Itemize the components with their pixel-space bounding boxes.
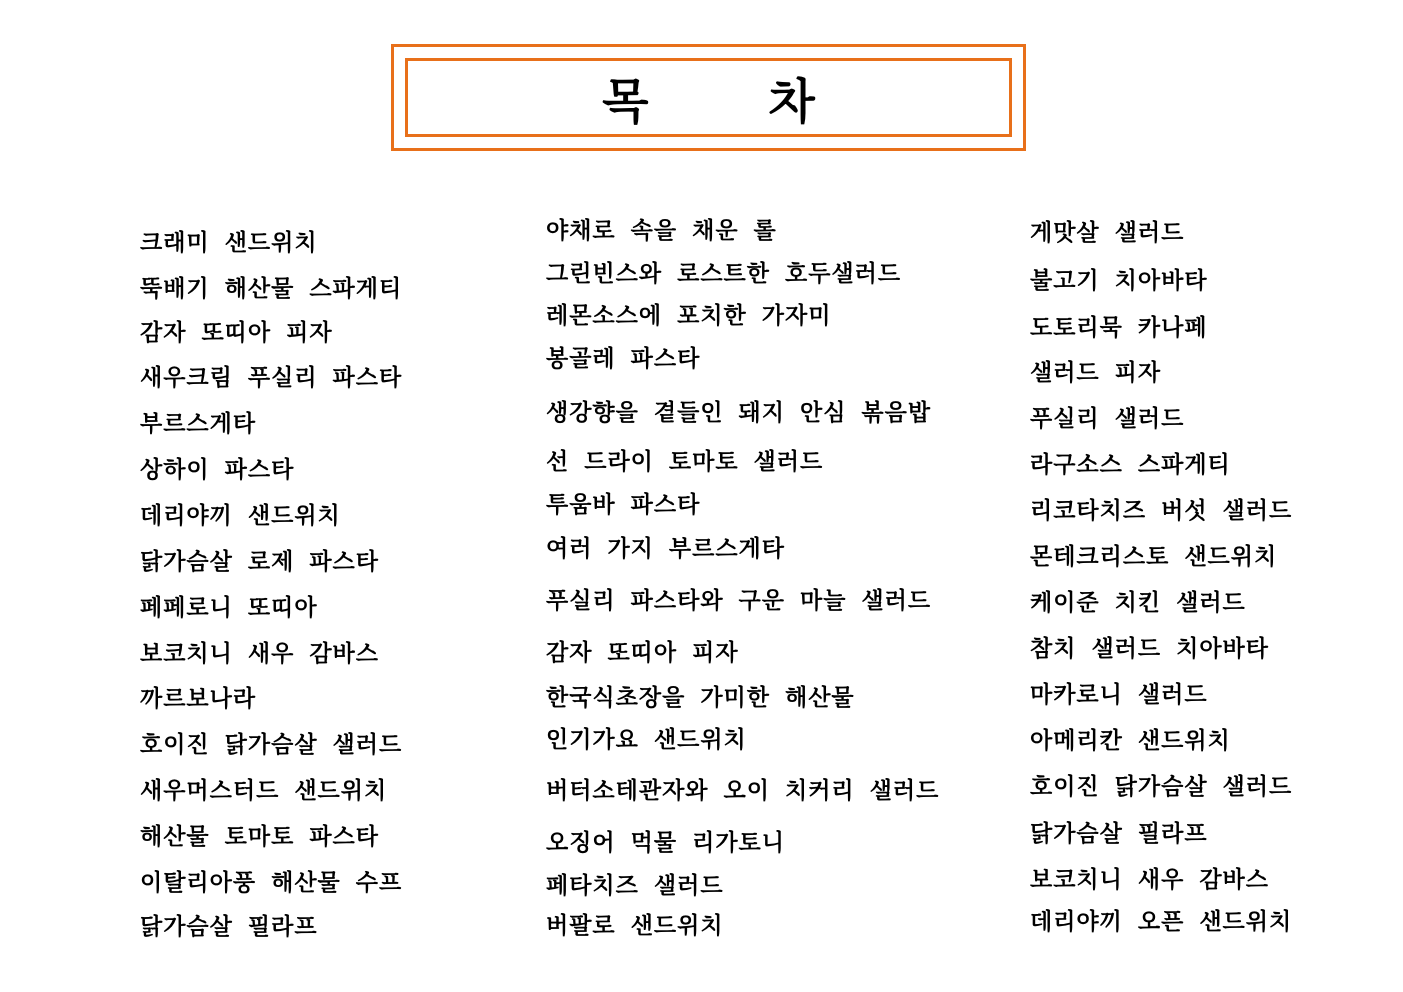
toc-item: 오징어 먹물 리가토니 bbox=[546, 830, 785, 856]
toc-item: 페페로니 또띠아 bbox=[140, 595, 318, 621]
toc-item: 페타치즈 샐러드 bbox=[546, 873, 724, 899]
toc-item: 야채로 속을 채운 롤 bbox=[546, 218, 777, 244]
toc-item: 푸실리 파스타와 구운 마늘 샐러드 bbox=[546, 588, 932, 614]
toc-item: 보코치니 새우 감바스 bbox=[1030, 867, 1269, 893]
toc-item: 이탈리아풍 해산물 수프 bbox=[140, 870, 403, 896]
title-frame bbox=[391, 44, 1026, 151]
toc-item: 불고기 치아바타 bbox=[1030, 268, 1208, 294]
toc-item: 케이준 치킨 샐러드 bbox=[1030, 590, 1246, 616]
toc-item: 뚝배기 해산물 스파게티 bbox=[140, 276, 403, 302]
toc-item: 새우크림 푸실리 파스타 bbox=[140, 365, 403, 391]
page-title bbox=[602, 63, 815, 132]
title-part-1: 목 bbox=[602, 74, 649, 130]
toc-item: 도토리묵 카나페 bbox=[1030, 315, 1208, 341]
toc-item: 투움바 파스타 bbox=[546, 492, 701, 518]
toc-item: 인기가요 샌드위치 bbox=[546, 727, 747, 753]
toc-item: 해산물 토마토 파스타 bbox=[140, 824, 379, 850]
toc-item: 생강향을 곁들인 돼지 안심 볶음밥 bbox=[546, 400, 932, 426]
toc-item: 버터소테관자와 오이 치커리 샐러드 bbox=[546, 778, 940, 804]
toc-item: 선 드라이 토마토 샐러드 bbox=[546, 449, 824, 475]
toc-item: 참치 샐러드 치아바타 bbox=[1030, 636, 1269, 662]
toc-item: 리코타치즈 버섯 샐러드 bbox=[1030, 498, 1293, 524]
toc-item: 상하이 파스타 bbox=[140, 457, 295, 483]
toc-item: 마카로니 샐러드 bbox=[1030, 682, 1208, 708]
toc-item: 감자 또띠아 피자 bbox=[546, 640, 739, 666]
toc-item: 그린빈스와 로스트한 호두샐러드 bbox=[546, 261, 902, 287]
toc-item: 몬테크리스토 샌드위치 bbox=[1030, 544, 1278, 570]
toc-item: 데리야끼 오픈 샌드위치 bbox=[1030, 909, 1293, 935]
toc-item: 데리야끼 샌드위치 bbox=[140, 503, 341, 529]
toc-item: 아메리칸 샌드위치 bbox=[1030, 728, 1231, 754]
toc-item: 한국식초장을 가미한 해산물 bbox=[546, 685, 855, 711]
toc-item: 새우머스터드 샌드위치 bbox=[140, 778, 388, 804]
toc-item: 봉골레 파스타 bbox=[546, 346, 701, 372]
title-inner-frame bbox=[405, 58, 1012, 137]
toc-item: 라구소스 스파게티 bbox=[1030, 452, 1231, 478]
toc-item: 푸실리 샐러드 bbox=[1030, 406, 1185, 432]
toc-item: 호이진 닭가슴살 샐러드 bbox=[140, 732, 403, 758]
toc-item: 닭가슴살 로제 파스타 bbox=[140, 549, 379, 575]
toc-item: 감자 또띠아 피자 bbox=[140, 320, 333, 346]
toc-item: 버팔로 샌드위치 bbox=[546, 913, 724, 939]
toc-item: 크래미 샌드위치 bbox=[140, 230, 318, 256]
toc-item: 닭가슴살 필라프 bbox=[140, 914, 318, 940]
toc-item: 여러 가지 부르스게타 bbox=[546, 536, 785, 562]
toc-item: 레몬소스에 포치한 가자미 bbox=[546, 303, 832, 329]
toc-item: 까르보나라 bbox=[140, 686, 257, 712]
toc-item: 부르스게타 bbox=[140, 411, 257, 437]
toc-item: 호이진 닭가슴살 샐러드 bbox=[1030, 774, 1293, 800]
toc-item: 닭가슴살 필라프 bbox=[1030, 821, 1208, 847]
toc-item: 게맛살 샐러드 bbox=[1030, 220, 1185, 246]
toc-item: 보코치니 새우 감바스 bbox=[140, 641, 379, 667]
title-part-2: 차 bbox=[768, 74, 815, 130]
toc-item: 샐러드 피자 bbox=[1030, 360, 1162, 386]
